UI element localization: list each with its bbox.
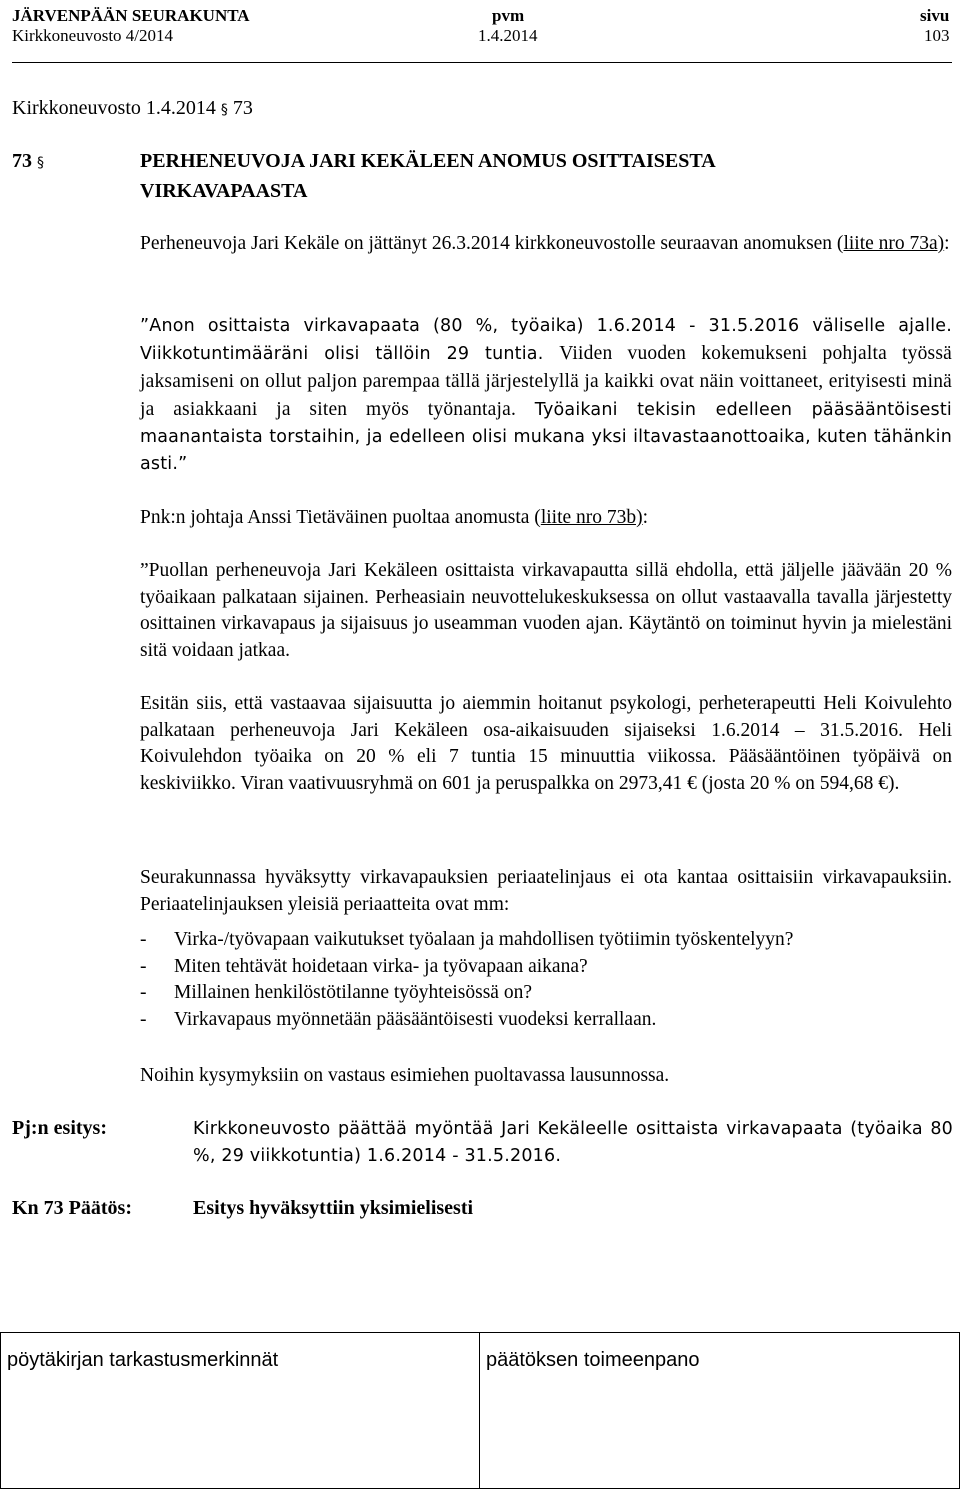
decision-label: Kn 73 Päätös: — [12, 1197, 132, 1219]
intro-text: Perheneuvoja Jari Kekäle on jättänyt 26.3.2014 kirkkoneuvostolle seuraavan anomuksen ( — [140, 233, 844, 254]
meeting-date: 1.4.2014 — [478, 26, 538, 45]
proposal-label: Pj:n esitys: — [12, 1117, 107, 1139]
page-label: sivu — [920, 6, 950, 25]
list-item — [140, 980, 793, 1007]
list-item-text: Miten tehtävät hoidetaan virka- ja työvapaan aikana? — [174, 955, 588, 977]
section-reference: Kirkkoneuvosto 1.4.2014 § 73 — [12, 97, 253, 119]
paragraph-policy: Seurakunnassa hyväksytty virkavapauksien periaatelinjaus ei ota kantaa osittaisiin virkavapauksiin. Periaatelinjauksen yleisiä periaatteita ovat mm: — [140, 867, 952, 915]
paragraph-answer: Noihin kysymyksiin on vastaus esimiehen puoltavassa lausunnossa. — [140, 1065, 670, 1086]
endorsement-text: Pnk:n johtaja Anssi Tietäväinen puoltaa anomusta ( — [140, 507, 541, 528]
list-item — [140, 954, 793, 981]
list-dash: - — [140, 955, 147, 977]
review-marks-box — [0, 1332, 480, 1489]
list-item — [140, 1007, 793, 1034]
paragraph-substitute: Esitän siis, että vastaavaa sijaisuutta jo aiemmin hoitanut psykologi, perheterapeutti Heli Koivulehto palkataan perheneuvoja Jari Kekäleen osa-aikaisuuden sijaiseksi 1.6.2014 – 31.5.2016. Heli Koivulehdon työaika on 20 % eli 7 tuntia 15 minuuttia viikossa. Pääsääntöinen työpäivä on keskiviikko. Viran vaativuusryhmä on 601 ja peruspalkka on 2973,41 € (josta 20 % on 594,68 €). — [140, 693, 952, 794]
organization-name: JÄRVENPÄÄN SEURAKUNTA — [12, 6, 250, 25]
attachment-link-73b[interactable]: liite nro 73b) — [540, 507, 643, 528]
list-dash: - — [140, 982, 147, 1003]
policy-list — [140, 927, 793, 1033]
paragraph-endorsement-intro — [140, 505, 952, 532]
intro-colon: : — [944, 233, 950, 254]
quote-application — [140, 313, 952, 478]
paragraph-intro — [140, 231, 952, 258]
item-number: 73 — [12, 150, 32, 172]
date-label: pvm — [492, 6, 525, 25]
list-item-text: Virkavapaus myönnetään pääsääntöisesti vuodeksi kerrallaan. — [174, 1008, 657, 1030]
review-marks-label: pöytäkirjan tarkastusmerkinnät — [7, 1349, 279, 1371]
quote-application-lead: ”Anon osittaista virkavapaata (80 %, työaika) 1.6.2014 - 31.5.2016 väliselle ajalle. Viikkotuntimääräni olisi tällöin 29 tuntia. — [140, 316, 952, 364]
proposal-text: Kirkkoneuvosto päättää myöntää Jari Kekäleelle osittaista virkavapaata (työaika 80 %, 29 viikkotuntia) 1.6.2014 - 31.5.2016. — [193, 1119, 953, 1166]
item-title: 73 § PERHENEUVOJA JARI KEKÄLEEN ANOMUS OSITTAISESTA VIRKAVAPAASTA — [12, 147, 716, 205]
list-item — [140, 927, 793, 954]
decision-text: Esitys hyväksyttiin yksimielisesti — [193, 1197, 474, 1219]
implementation-label: päätöksen toimeenpano — [486, 1349, 700, 1371]
quote-application-rest: Viiden vuoden kokemukseni pohjalta työssä jaksamiseni on ollut paljon parempaa tällä järjestelyllä ja kaikki ovat näin voittaneet, erityisesti minä ja asiakkaani ja siten myös työnantaja. — [140, 343, 952, 420]
page-number: 103 — [924, 26, 950, 45]
quote-application-tail: Työaikani tekisin edelleen pääsääntöisesti maanantaista torstaihin, ja edelleen olisi mukana yksi iltavastaanottoaika, kuten tähänkin asti.” — [140, 400, 952, 474]
quote-endorsement: ”Puollan perheneuvoja Jari Kekäleen osittaista virkavapautta sillä ehdolla, että jäljelle jäävään 20 % työaikaan palkataan sijainen. Perheasiain neuvottelukeskuksessa on ollut vastaavalla tavalla järjestetty osittainen virkavapaus ja sijaisuus jo useamman vuoden ajan. Käytäntö on toiminut hyvin ja mielestäni sitä voidaan jatkaa. — [140, 560, 952, 661]
list-dash: - — [140, 929, 147, 950]
footer-boxes — [0, 1332, 960, 1489]
header-divider — [12, 62, 952, 63]
endorsement-colon: : — [642, 507, 649, 528]
item-title-line2: VIRKAVAPAASTA — [140, 180, 308, 202]
section-meeting: Kirkkoneuvosto 1.4.2014 — [12, 97, 216, 119]
list-item-text: Millainen henkilöstötilanne työyhteisössä on? — [174, 982, 532, 1003]
item-title-line1: PERHENEUVOJA JARI KEKÄLEEN ANOMUS OSITTAISESTA — [140, 150, 716, 172]
list-item-text: Virka-/työvapaan vaikutukset työalaan ja mahdollisen työtiimin työskentelyyn? — [174, 929, 794, 950]
attachment-link-73a[interactable]: liite nro 73a) — [843, 233, 945, 254]
list-dash: - — [140, 1008, 147, 1030]
meeting-name: Kirkkoneuvosto 4/2014 — [12, 26, 174, 45]
section-number: 73 — [232, 97, 253, 119]
implementation-box — [479, 1332, 960, 1489]
